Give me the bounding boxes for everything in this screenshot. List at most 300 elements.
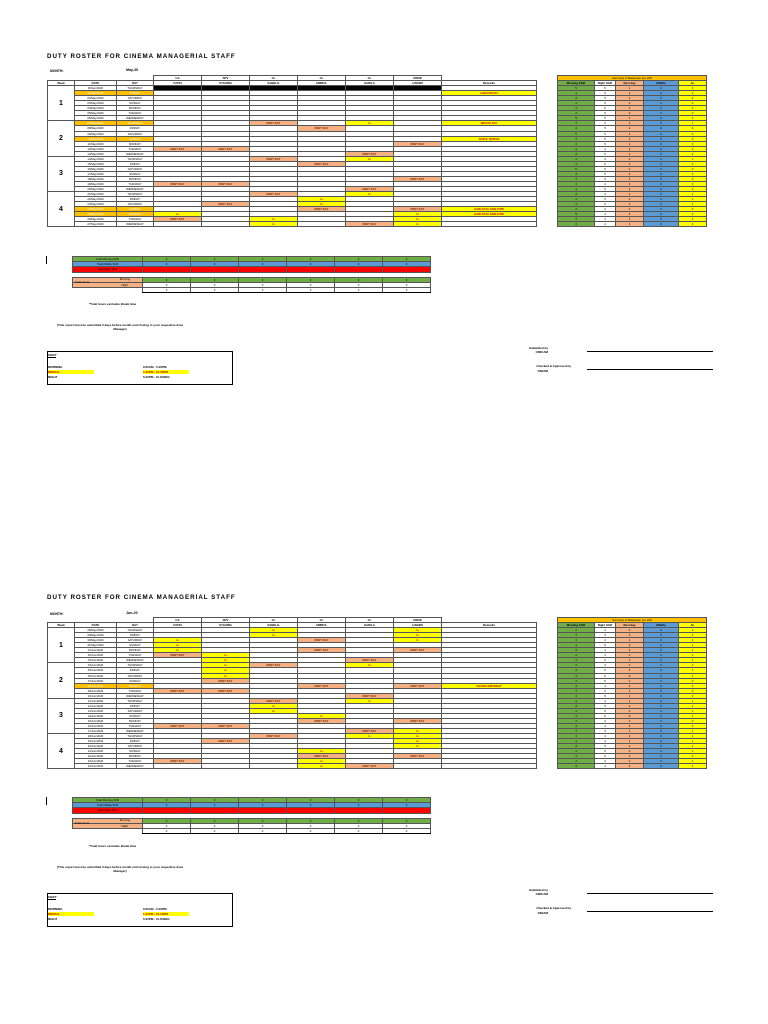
annual-leave-cell: AL bbox=[154, 648, 202, 653]
totals-value: 0 bbox=[335, 277, 383, 282]
summary-cell: 0 bbox=[644, 207, 679, 212]
summary-header: Morning Shift bbox=[558, 623, 595, 628]
summary-cell: 2 bbox=[679, 628, 707, 633]
date-cell: 25/May/2020 bbox=[75, 212, 117, 217]
annual-leave-cell: AL bbox=[250, 628, 298, 633]
annual-leave-cell: AL bbox=[394, 739, 442, 744]
summary-cell: 2 bbox=[616, 764, 644, 769]
summary-cell: 0 bbox=[679, 86, 707, 91]
summary-cell: 5 bbox=[595, 101, 616, 106]
rest-day-cell: REST DAY bbox=[298, 126, 346, 131]
summary-cell: 2 bbox=[616, 161, 644, 166]
rest-day-cell: REST DAY bbox=[202, 688, 250, 693]
checked-by-label: Checked & Approved by bbox=[536, 364, 571, 368]
summary-cell: 3 bbox=[558, 734, 595, 739]
summary-cell: 0 bbox=[616, 713, 644, 718]
summary-cell: 0 bbox=[644, 156, 679, 161]
summary-header: Middle bbox=[644, 81, 679, 86]
shift-morning-label: MORNING bbox=[48, 365, 63, 369]
day-cell: WEDNESDAY bbox=[117, 187, 154, 192]
remark-cell: HARI RAYA AIDILFITRI bbox=[442, 207, 537, 212]
totals-label: Total Morning Shift bbox=[73, 798, 143, 803]
day-header: DAY bbox=[117, 81, 154, 86]
totals-table bbox=[72, 256, 431, 293]
summary-cell: 1 bbox=[679, 658, 707, 663]
staff-role-header: CL bbox=[346, 618, 394, 623]
annual-leave-cell: AL bbox=[298, 749, 346, 754]
hours-night-label: Night bbox=[73, 282, 143, 287]
summary-cell: 4 bbox=[595, 156, 616, 161]
summary-cell: 4 bbox=[595, 729, 616, 734]
table-cell bbox=[73, 829, 143, 834]
summary-header: AL bbox=[679, 623, 707, 628]
summary-cell: 1 bbox=[616, 86, 644, 91]
date-cell: 31/May/2020 bbox=[75, 643, 117, 648]
summary-cell: 1 bbox=[679, 764, 707, 769]
summary-cell: 0 bbox=[644, 749, 679, 754]
totals-value: 0 bbox=[383, 798, 431, 803]
checked-by-role: OM/AM bbox=[537, 369, 548, 373]
staff-role-header: SPV bbox=[202, 76, 250, 81]
summary-cell: 0 bbox=[644, 96, 679, 101]
day-cell: MONDAY bbox=[117, 212, 154, 217]
summary-cell: 0 bbox=[679, 141, 707, 146]
summary-cell: 3 bbox=[616, 146, 644, 151]
summary-cell: 0 bbox=[644, 764, 679, 769]
summary-cell: 1 bbox=[679, 698, 707, 703]
date-cell: 13/Jun/2020 bbox=[75, 708, 117, 713]
summary-cell: 0 bbox=[679, 207, 707, 212]
rest-day-cell: REST DAY bbox=[202, 181, 250, 186]
summary-cell: 4 bbox=[558, 106, 595, 111]
summary-cell: 4 bbox=[558, 683, 595, 688]
summary-cell: 0 bbox=[679, 106, 707, 111]
summary-cell: 4 bbox=[558, 668, 595, 673]
summary-cell: 4 bbox=[558, 658, 595, 663]
summary-cell: 3 bbox=[558, 663, 595, 668]
summary-cell: 5 bbox=[558, 116, 595, 121]
date-cell: 03/Jun/2020 bbox=[75, 658, 117, 663]
annual-leave-cell: AL bbox=[346, 121, 394, 126]
week-number: 1 bbox=[48, 86, 75, 121]
date-cell: 05/May/2020 bbox=[75, 111, 117, 116]
rest-day-cell: REST DAY bbox=[154, 759, 202, 764]
shift-night-time: 5.00PM - CLOSING bbox=[143, 375, 170, 379]
shift-morning-time: 9.00AM - 5.00PM bbox=[143, 907, 167, 911]
footnote: *Total hours excludes Break time bbox=[89, 302, 137, 306]
day-cell: WEDNESDAY bbox=[117, 729, 154, 734]
day-cell: SUNDAY bbox=[117, 136, 154, 141]
totals-value: 0 bbox=[143, 277, 191, 282]
summary-cell: 0 bbox=[644, 197, 679, 202]
annual-leave-cell: AL bbox=[250, 633, 298, 638]
date-cell: 01/May/2020 bbox=[75, 91, 117, 96]
shift-middle-time: 1.00PM - 10.00PM bbox=[143, 370, 189, 374]
summary-cell: 2 bbox=[616, 663, 644, 668]
day-cell: SUNDAY bbox=[117, 643, 154, 648]
remark-cell bbox=[442, 764, 537, 769]
summary-cell: 0 bbox=[679, 136, 707, 141]
summary-cell: 4 bbox=[558, 207, 595, 212]
date-cell: 13/May/2020 bbox=[75, 151, 117, 156]
summary-cell: 4 bbox=[595, 192, 616, 197]
totals-value: 0 bbox=[143, 818, 191, 823]
summary-cell: 2 bbox=[616, 126, 644, 131]
week-number: 3 bbox=[48, 156, 75, 191]
rest-day-cell: REST DAY bbox=[250, 192, 298, 197]
summary-cell: 1 bbox=[616, 131, 644, 136]
totals-table bbox=[72, 797, 431, 834]
totals-value: 0 bbox=[143, 282, 191, 287]
day-cell: FRIDAY bbox=[117, 668, 154, 673]
rest-day-cell: REST DAY bbox=[346, 658, 394, 663]
totals-value: 0 bbox=[143, 829, 191, 834]
summary-cell: 0 bbox=[644, 106, 679, 111]
summary-cell: 3 bbox=[558, 121, 595, 126]
day-cell: THURSDAY bbox=[117, 121, 154, 126]
summary-cell: 4 bbox=[558, 708, 595, 713]
date-cell: 24/Jun/2020 bbox=[75, 764, 117, 769]
summary-cell: 4 bbox=[595, 212, 616, 217]
summary-cell: 0 bbox=[644, 86, 679, 91]
summary-cell: 2 bbox=[616, 734, 644, 739]
summary-cell: 5 bbox=[558, 166, 595, 171]
rest-day-cell: REST DAY bbox=[154, 146, 202, 151]
totals-value: 0 bbox=[191, 829, 239, 834]
summary-cell: 4 bbox=[595, 202, 616, 207]
day-cell: FRIDAY bbox=[117, 91, 154, 96]
day-cell: SATURDAY bbox=[117, 673, 154, 678]
staff-name-header: HAKIMI bbox=[394, 623, 442, 628]
rest-day-cell: REST DAY bbox=[250, 734, 298, 739]
summary-cell: 0 bbox=[679, 116, 707, 121]
annual-leave-cell: AL bbox=[394, 729, 442, 734]
totals-value: 0 bbox=[335, 288, 383, 293]
summary-cell: 0 bbox=[679, 101, 707, 106]
summary-cell: 5 bbox=[595, 678, 616, 683]
staff-name-header: AMIRUL bbox=[298, 623, 346, 628]
date-cell: 18/Jun/2020 bbox=[75, 734, 117, 739]
summary-cell: 0 bbox=[679, 166, 707, 171]
summary-cell: 0 bbox=[644, 658, 679, 663]
summary-cell: 0 bbox=[644, 698, 679, 703]
day-cell: TUESDAY bbox=[117, 723, 154, 728]
date-cell: 04/May/2020 bbox=[75, 106, 117, 111]
totals-label: Total Middle Shift bbox=[73, 262, 143, 267]
summary-cell: 5 bbox=[558, 212, 595, 217]
rest-day-cell: REST DAY bbox=[346, 151, 394, 156]
summary-cell: 0 bbox=[644, 151, 679, 156]
summary-cell: 2 bbox=[616, 101, 644, 106]
staff-role-header: CL bbox=[298, 618, 346, 623]
summary-cell: 5 bbox=[595, 693, 616, 698]
summary-cell: 4 bbox=[558, 156, 595, 161]
rest-day-cell: REST DAY bbox=[202, 739, 250, 744]
date-cell: 12/Jun/2020 bbox=[75, 703, 117, 708]
summary-cell: 0 bbox=[679, 688, 707, 693]
annual-leave-cell: AL bbox=[154, 638, 202, 643]
summary-cell: 0 bbox=[644, 121, 679, 126]
summary-cell: 4 bbox=[558, 739, 595, 744]
date-cell: 15/Jun/2020 bbox=[75, 718, 117, 723]
summary-cell: 4 bbox=[595, 222, 616, 227]
summary-cell: 4 bbox=[558, 111, 595, 116]
summary-cell: 4 bbox=[558, 197, 595, 202]
rest-day-cell: REST DAY bbox=[154, 217, 202, 222]
summary-cell: 1 bbox=[679, 713, 707, 718]
shift-morning-time: 9.00AM - 5.00PM bbox=[143, 365, 167, 369]
rest-day-cell: REST DAY bbox=[394, 648, 442, 653]
summary-cell: 0 bbox=[679, 171, 707, 176]
totals-value: 0 bbox=[191, 288, 239, 293]
day-header: DAY bbox=[117, 623, 154, 628]
submitted-by-role: CM/CAM bbox=[535, 892, 548, 896]
date-cell: 06/Jun/2020 bbox=[75, 673, 117, 678]
date-cell: 23/Jun/2020 bbox=[75, 759, 117, 764]
shift-night-label: NIGHT bbox=[48, 917, 58, 921]
summary-cell: 0 bbox=[679, 693, 707, 698]
summary-cell: 4 bbox=[558, 723, 595, 728]
summary-cell: 2 bbox=[616, 91, 644, 96]
summary-cell: 0 bbox=[644, 141, 679, 146]
total-hours-label bbox=[73, 818, 143, 823]
shift-middle-label: MIDDLE bbox=[48, 912, 94, 916]
day-cell: SUNDAY bbox=[117, 678, 154, 683]
date-cell: 10/May/2020 bbox=[75, 136, 117, 141]
shift-night-time: 5.00PM - CLOSING bbox=[143, 917, 170, 921]
summary-cell: 5 bbox=[595, 111, 616, 116]
rest-day-cell: REST DAY bbox=[250, 663, 298, 668]
totals-value: 0 bbox=[383, 257, 431, 262]
totals-value: 0 bbox=[287, 282, 335, 287]
submitted-by-role: CM/CAM bbox=[535, 350, 548, 354]
empty-cell bbox=[250, 764, 298, 769]
day-cell: SUNDAY bbox=[117, 207, 154, 212]
week-number: 1 bbox=[48, 628, 75, 663]
annual-leave-cell: AL bbox=[298, 713, 346, 718]
remark-cell bbox=[442, 222, 537, 227]
summary-cell: 1 bbox=[679, 759, 707, 764]
totals-value: 0 bbox=[383, 823, 431, 828]
summary-cell: 0 bbox=[644, 668, 679, 673]
summary-cell: 5 bbox=[595, 643, 616, 648]
roster-title: DUTY ROSTER FOR CINEMA MANAGERIAL STAFF bbox=[47, 594, 236, 601]
totals-value: 0 bbox=[335, 262, 383, 267]
summary-cell: 4 bbox=[558, 643, 595, 648]
summary-cell: 2 bbox=[679, 638, 707, 643]
summary-cell: 0 bbox=[644, 187, 679, 192]
summary-cell: 1 bbox=[616, 638, 644, 643]
totals-value: 0 bbox=[191, 257, 239, 262]
totals-value: 0 bbox=[335, 798, 383, 803]
summary-header: Middle bbox=[644, 623, 679, 628]
summary-cell: 2 bbox=[616, 96, 644, 101]
day-cell: THURSDAY bbox=[117, 698, 154, 703]
date-cell: 03/May/2020 bbox=[75, 101, 117, 106]
day-cell: TUESDAY bbox=[117, 146, 154, 151]
annual-leave-cell: AL bbox=[154, 643, 202, 648]
summary-cell: 4 bbox=[558, 693, 595, 698]
day-cell: SATURDAY bbox=[117, 96, 154, 101]
summary-cell: 1 bbox=[679, 197, 707, 202]
shift-morning-label: MORNING bbox=[48, 907, 63, 911]
day-cell: MONDAY bbox=[117, 176, 154, 181]
summary-title: Summary of Manpower per shift bbox=[558, 76, 707, 81]
totals-value: 0 bbox=[239, 798, 287, 803]
shift-middle-label: MIDDLE bbox=[48, 370, 94, 374]
date-cell: 06/May/2020 bbox=[75, 116, 117, 121]
summary-cell: 5 bbox=[595, 126, 616, 131]
totals-value: 0 bbox=[287, 262, 335, 267]
shift-night-label: NIGHT bbox=[48, 375, 58, 379]
date-cell: 20/May/2020 bbox=[75, 187, 117, 192]
day-cell: SUNDAY bbox=[117, 171, 154, 176]
summary-cell: 0 bbox=[644, 146, 679, 151]
summary-cell: 2 bbox=[616, 207, 644, 212]
totals-value: 0 bbox=[143, 798, 191, 803]
summary-cell: 0 bbox=[644, 648, 679, 653]
shift-box bbox=[47, 351, 233, 385]
summary-cell: 5 bbox=[595, 106, 616, 111]
staff-role-header: CA bbox=[154, 618, 202, 623]
totals-value: 0 bbox=[287, 277, 335, 282]
day-cell: THURSDAY bbox=[117, 628, 154, 633]
rest-day-cell: REST DAY bbox=[250, 698, 298, 703]
summary-cell: 0 bbox=[644, 136, 679, 141]
date-cell: 18/May/2020 bbox=[75, 176, 117, 181]
totals-label: Total Morning Shift bbox=[73, 257, 143, 262]
date-cell: 08/May/2020 bbox=[75, 126, 117, 131]
summary-cell: 3 bbox=[595, 734, 616, 739]
rest-day-cell: REST DAY bbox=[346, 693, 394, 698]
summary-cell: 3 bbox=[558, 648, 595, 653]
summary-cell: 0 bbox=[644, 116, 679, 121]
empty-cell bbox=[394, 764, 442, 769]
summary-cell: 0 bbox=[616, 744, 644, 749]
summary-cell: 2 bbox=[616, 187, 644, 192]
staff-name-header: SYAHIRA bbox=[202, 81, 250, 86]
rest-day-cell: REST DAY bbox=[298, 718, 346, 723]
date-cell: 11/Jun/2020 bbox=[75, 698, 117, 703]
day-cell: MONDAY bbox=[117, 141, 154, 146]
summary-cell: 5 bbox=[595, 166, 616, 171]
month-value: Jun-20 bbox=[126, 611, 138, 615]
annual-leave-cell: AL bbox=[202, 668, 250, 673]
totals-value: 0 bbox=[191, 818, 239, 823]
summary-cell: 0 bbox=[644, 126, 679, 131]
annual-leave-cell: AL bbox=[250, 222, 298, 227]
summary-header: AL bbox=[679, 81, 707, 86]
summary-cell: 2 bbox=[616, 202, 644, 207]
day-cell: SUNDAY bbox=[117, 713, 154, 718]
summary-cell: 1 bbox=[679, 202, 707, 207]
day-cell: THURSDAY bbox=[117, 663, 154, 668]
summary-cell: 0 bbox=[644, 181, 679, 186]
summary-cell: 4 bbox=[558, 703, 595, 708]
summary-cell: 4 bbox=[595, 723, 616, 728]
rest-day-cell: REST DAY bbox=[346, 764, 394, 769]
checked-by-label: Checked & Approved by bbox=[536, 906, 571, 910]
summary-cell: 1 bbox=[616, 166, 644, 171]
summary-cell: 0 bbox=[644, 171, 679, 176]
week-number: 2 bbox=[48, 121, 75, 156]
summary-cell: 5 bbox=[595, 131, 616, 136]
summary-cell: 0 bbox=[644, 91, 679, 96]
checked-signature-line bbox=[587, 911, 713, 912]
annual-leave-cell: AL bbox=[154, 212, 202, 217]
date-cell: 20/Jun/2020 bbox=[75, 744, 117, 749]
annual-leave-cell: AL bbox=[298, 202, 346, 207]
day-cell: TUESDAY bbox=[117, 217, 154, 222]
summary-cell: 1 bbox=[679, 739, 707, 744]
summary-cell: 0 bbox=[644, 683, 679, 688]
table-cell bbox=[537, 764, 558, 769]
date-cell: 01/Jun/2020 bbox=[75, 648, 117, 653]
date-header: DATE bbox=[75, 623, 117, 628]
table-cell bbox=[73, 288, 143, 293]
table-cell bbox=[537, 222, 558, 227]
day-cell: FRIDAY bbox=[117, 739, 154, 744]
summary-cell: 4 bbox=[595, 181, 616, 186]
summary-cell: 4 bbox=[558, 171, 595, 176]
rest-day-cell: REST DAY bbox=[250, 156, 298, 161]
summary-cell: 0 bbox=[644, 759, 679, 764]
staff-name-header: AMIRUL bbox=[298, 81, 346, 86]
summary-cell: 2 bbox=[679, 212, 707, 217]
totals-value: 0 bbox=[287, 288, 335, 293]
hours-morning-label: Morning bbox=[119, 817, 130, 822]
summary-cell: 1 bbox=[616, 698, 644, 703]
date-cell: 14/Jun/2020 bbox=[75, 713, 117, 718]
staff-role-header: CL bbox=[250, 618, 298, 623]
date-cell: 30/Apr/2020 bbox=[75, 86, 117, 91]
date-cell: 23/May/2020 bbox=[75, 202, 117, 207]
remark-cell: HARI RAYA AIDILFITRI bbox=[442, 212, 537, 217]
summary-cell: 4 bbox=[595, 754, 616, 759]
summary-cell: 4 bbox=[558, 628, 595, 633]
summary-cell: 0 bbox=[644, 734, 679, 739]
annual-leave-cell: AL bbox=[298, 764, 346, 769]
roster-table bbox=[47, 75, 731, 227]
summary-cell: 0 bbox=[679, 151, 707, 156]
summary-cell: 1 bbox=[616, 217, 644, 222]
summary-cell: 4 bbox=[558, 126, 595, 131]
day-cell: SUNDAY bbox=[117, 749, 154, 754]
summary-cell: 0 bbox=[644, 693, 679, 698]
day-cell: FRIDAY bbox=[117, 633, 154, 638]
summary-cell: 0 bbox=[644, 212, 679, 217]
totals-value: 0 bbox=[287, 257, 335, 262]
summary-cell: 3 bbox=[558, 146, 595, 151]
rest-day-cell: REST DAY bbox=[250, 121, 298, 126]
totals-value: 0 bbox=[287, 829, 335, 834]
summary-cell: 4 bbox=[595, 121, 616, 126]
totals-value: 0 bbox=[191, 798, 239, 803]
summary-cell: 0 bbox=[644, 111, 679, 116]
annual-leave-cell: AL bbox=[202, 653, 250, 658]
totals-value: 0 bbox=[383, 262, 431, 267]
day-cell: MONDAY bbox=[117, 718, 154, 723]
totals-value: 0 bbox=[287, 798, 335, 803]
summary-cell: 3 bbox=[558, 638, 595, 643]
summary-cell: 4 bbox=[558, 187, 595, 192]
summary-cell: 0 bbox=[644, 633, 679, 638]
annual-leave-cell: AL bbox=[346, 663, 394, 668]
totals-row bbox=[73, 829, 431, 834]
summary-cell: 4 bbox=[595, 207, 616, 212]
totals-value: 0 bbox=[383, 277, 431, 282]
day-cell: WEDNESDAY bbox=[117, 116, 154, 121]
